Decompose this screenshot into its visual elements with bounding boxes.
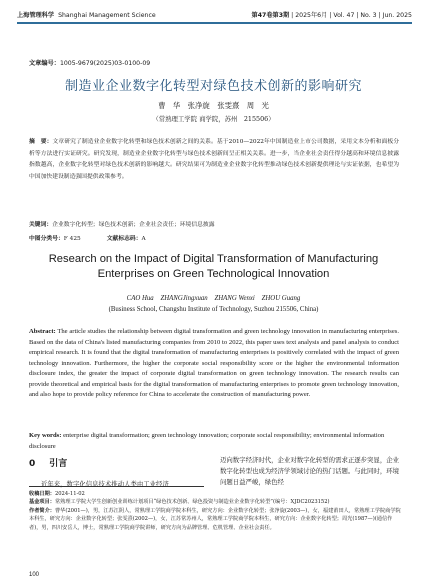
abstract-cn: 摘 要：文章研究了制造业企业数字化转型和绿色技术创新之间的关系。基于2010—2022年中国制造业上市公司数据，采用文本分析和面板分析等方法进行实证研究。研究发现，制造业企业数字化转型与绿色技术创新间呈正相关关系。进一步，当企业社会责任得分越高和环境信息披露指数越高，企业数字化转型对绿色技术创新的影响越大。研究结果可为制造业企业数字化转型推动绿色技术创新提供理论与实证依据，也希望为中国加快建设制造强国提供政策参考。 bbox=[29, 139, 399, 180]
footnote-funding: 基金项目：常熟理工学院大学生创新创业训练计划项目“绿色技术创新、绿色投资与制造业企业数字化转型”(编号：XJDC2023152) bbox=[29, 499, 330, 506]
footnote-received: 收稿日期：2024-11-02 bbox=[29, 491, 85, 497]
keywords-en: Key words: enterprise digital transformation; green technology innovation; corporate social responsibility; environmental information disclosure bbox=[29, 432, 385, 450]
affiliation-en: (Business School, Changshu Institute of Technology, Suzhou 215506, China) bbox=[108, 306, 319, 313]
authors-en: CAO Hua ZHANGJingxuan ZHANG Wenxi ZHOU Guang bbox=[126, 295, 301, 302]
footnote-rule bbox=[29, 486, 204, 487]
footnotes bbox=[29, 490, 403, 532]
affiliation-cn: （常熟理工学院 商学院，苏州 215506） bbox=[152, 115, 275, 123]
body-right-column: 迈向数字经济时代，企业对数字化转型的需求正逐步突显，企业数字化转型也成为经济学领域讨论的热门话题。与此同时，环境问题日益严峻，绿色经 bbox=[220, 456, 399, 486]
page-number: 100 bbox=[29, 572, 40, 578]
issue-info: 第47卷第3期 | 2025年6月 | Vol. 47 | No. 3 | Jun. 2025 bbox=[251, 11, 412, 19]
classification: 中图分类号：F 425 文献标志码：A bbox=[29, 236, 146, 242]
abstract-en: Abstract: The article studies the relationship between digital transformation and green technology innovation in manufacturing enterprises. Based on the data of China's listed manufacturing companies from 2010 to 2022, this paper uses text analysis and panel analysis to conduct empirical research. It is found that the digital transformation of manufacturing enterprises is positively correlated with the impact of green technology innovation. Furthermore, the higher the corporate social responsibility score or the higher the environmental information disclosure index, the greater the impact of corporate digital transformation on green technology innovation. The research results can provide theoretical and empirical basis for the digital transformation of manufacturing enterprises to promote green technology innovation, and also hope to provide policy reference for China to accelerate the construction of manufacturing power. bbox=[29, 328, 399, 398]
article-number: 文章编号：1005-9679(2025)03-0100-09 bbox=[29, 60, 151, 67]
header-rule bbox=[17, 22, 412, 24]
intro-paragraph: 近年来，数字化信息技术推动人类由工业经济 bbox=[41, 480, 169, 488]
running-header bbox=[17, 8, 412, 20]
journal-name: 上海管理科学 Shanghai Management Science bbox=[17, 11, 156, 19]
keywords-cn: 关键词：企业数字化转型；绿色技术创新；企业社会责任；环境信息披露 bbox=[29, 222, 215, 228]
footnote-authors: 作者简介：曹华(2001—)，男，江苏江阴人，常熟理工学院商学院本科生，研究方向：企业数字化转型；张净旋(2003—)，女，福建莆田人，常熟理工学院商学院本科生，研究方向：企业数字化转型；张雯熹(2002—)，女，江苏常苏州人，常熟理工学院商学院本科生，研究方向：企业数字化转型；周光(1987—)(通信作者)，男，四川安岳人，博士，常熟理工学院商学院讲师，研究方向为品牌管理、危机管理、企业社会责任。 bbox=[29, 507, 401, 531]
body-left-column bbox=[29, 452, 209, 490]
title-cn: 制造业企业数字化转型对绿色技术创新的影响研究 bbox=[64, 79, 362, 94]
section-heading: 0 引言 bbox=[29, 459, 68, 469]
title-en: Research on the Impact of Digital Transformation of Manufacturing Enterprises on Green Technological Innovation bbox=[48, 253, 379, 280]
authors-cn: 曹 华 张净旋 张雯熹 周 光 bbox=[158, 101, 269, 110]
